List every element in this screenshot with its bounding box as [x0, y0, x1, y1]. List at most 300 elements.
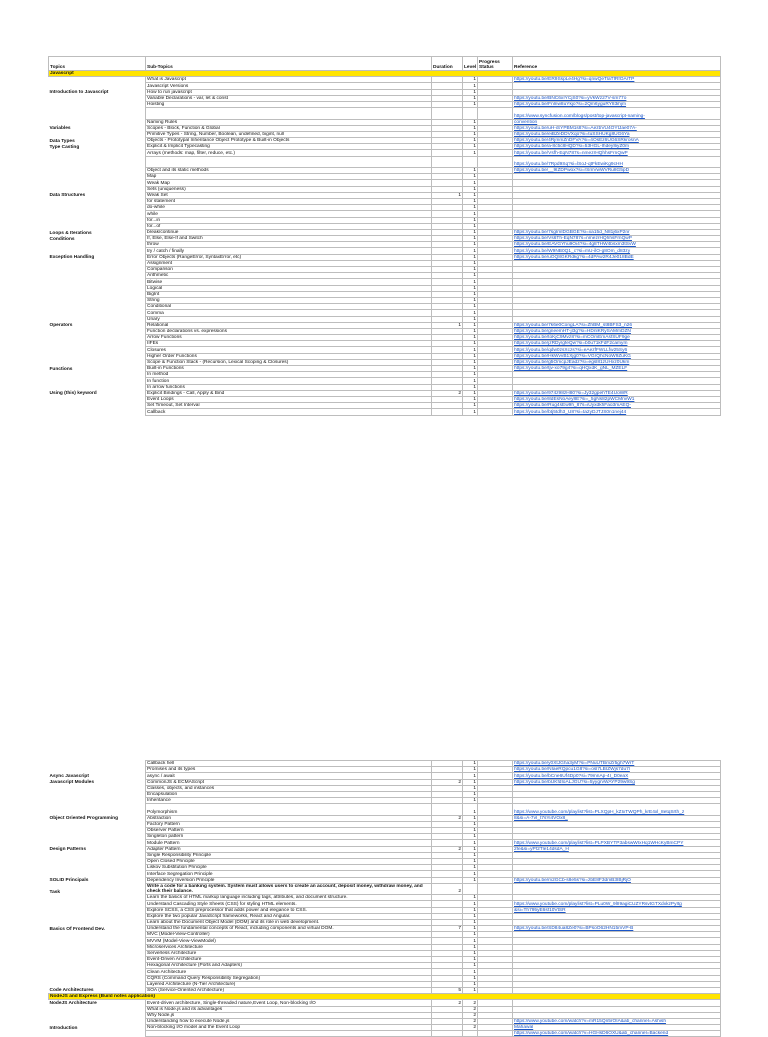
subtopic-cell: Comma [146, 310, 432, 316]
reference-link[interactable]: https://youtu.be/ER9SspLe4Hg?si=qnwQeTlaTfRfOArTP [513, 77, 721, 83]
reference-link[interactable]: https://youtu.be/uOQ8GKRdkg?si=4dPAw2R4Je018BdE [513, 254, 721, 260]
reference-link[interactable]: https://youtu.be/7sgImIDGBGE?si=xa15d_N81j6xP2nr [513, 229, 721, 235]
reference-link[interactable]: &si=Th795yE6sf10VtSR [513, 907, 721, 913]
subtopic-cell: MVVM (Model-View-ViewModel) [146, 938, 432, 944]
progress-cell [478, 883, 513, 894]
duration-cell [432, 1031, 463, 1037]
table-body-page-1 [49, 71, 721, 416]
level-cell: 2 [463, 1018, 478, 1024]
level-cell: 1 [463, 144, 478, 150]
level-cell: 1 [463, 186, 478, 192]
subtopic-cell: In function [146, 378, 432, 384]
reference-link[interactable]: https://youtu.be/gneemHT-jl3g?si=HDnlKRySAMmDZN [513, 328, 721, 334]
level-cell: 1 [463, 975, 478, 981]
subtopic-cell: Single Responsibility Principle [146, 852, 432, 858]
subtopic-cell: CommonJS & ECMAScript [146, 779, 432, 785]
table-row [49, 409, 721, 415]
subtopic-cell: Weak Set [146, 192, 432, 198]
reference-link[interactable]: https://www.youtube.com/watch?v=mR15Qn5rOIA&ab_channel=Ashish [513, 1018, 721, 1024]
subtopic-cell: Object and its static methods [146, 168, 432, 174]
level-cell: 1 [463, 198, 478, 204]
level-cell: 1 [463, 791, 478, 797]
topic-cell: Introduction to Javascript [49, 89, 146, 95]
level-cell: 1 [463, 285, 478, 291]
subtopic-cell: What is Javascript [146, 77, 432, 83]
subtopic-cell: MVC (Model-View-Controller) [146, 932, 432, 938]
topic-cell: Object Oriented Programming [49, 815, 146, 821]
subtopic-cell: In arrow functions [146, 384, 432, 390]
subtopic-cell: Relational [146, 322, 432, 328]
subtopic-cell: Set Timeout, Set Interval [146, 403, 432, 409]
reference-link[interactable]: https://youtu.be/4RjmmZnDFVA?si=4OsEz6UG6SRkrosnA [513, 138, 721, 144]
subtopic-cell: Scope & Function Stack - (Recursion, Lexical Scoping & Closures) [146, 359, 432, 365]
header-subtopics: Sub-Topics [146, 57, 432, 71]
level-cell [463, 883, 478, 894]
subtopic-cell: Logical [146, 285, 432, 291]
level-cell: 1 [463, 907, 478, 913]
sheet-page-1 [48, 56, 720, 416]
subtopic-cell: Write a code for a banking system. System must allows users to create an account, deposit money, withdraw money, and check their balance. [146, 883, 432, 894]
topic-cell: Task [49, 883, 146, 894]
header-row [49, 57, 721, 71]
level-cell: 1 [463, 932, 478, 938]
level-cell: 1 [463, 969, 478, 975]
topic-cell [49, 156, 146, 167]
level-cell: 1 [463, 390, 478, 396]
header-progress: Progress Status [478, 57, 513, 71]
level-cell: 1 [463, 273, 478, 279]
topic-cell: SOLID Principals [49, 877, 146, 883]
duration-cell [432, 804, 463, 815]
level-cell: 1 [463, 378, 478, 384]
reference-link[interactable]: https://youtu.be/uH-iSYPBM1s8?si=AezbVU4OYtJae07A- [513, 125, 721, 131]
level-cell: 1 [463, 242, 478, 248]
topic-cell: Exception Handling [49, 254, 146, 260]
level-cell: 1 [463, 865, 478, 871]
level-cell: 1 [463, 944, 478, 950]
header-duration: Duration [432, 57, 463, 71]
subtopic-cell: Built-in Functions [146, 366, 432, 372]
subtopic-cell: IIFEs [146, 341, 432, 347]
subtopic-cell: break/continue [146, 229, 432, 235]
reference-link[interactable]: https://youtu.be/974z98zH80?si=Jy32gpehTE4UoWR [513, 390, 721, 396]
subtopic-cell: Unary [146, 316, 432, 322]
subtopic-cell: Dependency Inversion Principle [146, 877, 432, 883]
subtopic-cell: If, Else, Else-If and Switch [146, 236, 432, 242]
subtopic-cell: Weak Map [146, 180, 432, 186]
level-cell: 1 [463, 938, 478, 944]
duration-cell: 2 [432, 883, 463, 894]
level-cell: 1 [463, 291, 478, 297]
reference-link[interactable]: https://www.youtube.com/playlist?list=PLPXBYTP3abswWIxHq1WHcKyBmCPY [513, 840, 721, 846]
subtopic-cell: Promises and its types [146, 767, 432, 773]
reference-link[interactable]: https://www.syncfusion.com/blogs/post/top-javascript-naming- [513, 108, 721, 119]
subtopic-cell: Naming Rules [146, 119, 432, 125]
level-cell: 1 [463, 101, 478, 107]
sheet-page-2 [48, 760, 720, 1037]
subtopic-cell: Arrow Functions [146, 335, 432, 341]
topic-cell: NodeJS Architecture [49, 1000, 146, 1006]
subtopic-cell: Variable Declarations - var, let & const [146, 95, 432, 101]
level-cell: 2 [463, 1012, 478, 1018]
subtopic-cell: Clean Architecture [146, 969, 432, 975]
topic-cell: Functions [49, 366, 146, 372]
subtopic-cell: Open Closed Principle [146, 859, 432, 865]
level-cell: 1 [463, 267, 478, 273]
subtopic-cell: Polymorphism [146, 804, 432, 815]
level-cell: 1 [463, 926, 478, 932]
topic-cell [49, 1031, 146, 1037]
level-cell: 1 [463, 297, 478, 303]
topic-cell: Loops & Iterations [49, 229, 146, 235]
roadmap-table-page-2 [48, 760, 721, 1037]
duration-cell: 2 [432, 779, 463, 785]
level-cell: 1 [463, 229, 478, 235]
progress-cell [478, 1031, 513, 1037]
subtopic-cell: Encapsulation [146, 791, 432, 797]
level-cell: 1 [463, 821, 478, 827]
level-cell: 1 [463, 347, 478, 353]
level-cell: 1 [463, 396, 478, 402]
subtopic-cell: for...in [146, 217, 432, 223]
level-cell: 1 [463, 328, 478, 334]
level-cell: 1 [463, 767, 478, 773]
subtopic-cell: Arithmetic [146, 273, 432, 279]
subtopic-cell: try / catch / finally [146, 248, 432, 254]
duration-cell [432, 108, 463, 119]
level-cell: 1 [463, 895, 478, 901]
subtopic-cell: Callback hell [146, 761, 432, 767]
subtopic-cell: Liskov Substitution Principle [146, 865, 432, 871]
subtopic-cell: Microservices Architecture [146, 944, 432, 950]
subtopic-cell: Classes, objects, and instances [146, 785, 432, 791]
level-cell: 1 [463, 913, 478, 919]
level-cell: 1 [463, 138, 478, 144]
level-cell [463, 156, 478, 167]
reference-link[interactable]: 8&si=A-7vI_t7sYi4VOx8_ [513, 815, 721, 821]
subtopic-cell: Learn the basics of HTML markup language including tags, attributes, and document structure. [146, 895, 432, 901]
topic-cell: Async Javascript [49, 773, 146, 779]
topic-cell: Conditions [49, 236, 146, 242]
level-cell: 1 [463, 125, 478, 131]
subtopic-cell: Scopes - Block, Function & Global [146, 125, 432, 131]
subtopic-cell: async / await [146, 773, 432, 779]
topic-cell: Introduction [49, 1025, 146, 1031]
subtopic-cell [146, 156, 432, 167]
level-cell: 1 [463, 254, 478, 260]
reference-link[interactable]: https://youtu.be/SD84ua8Ze0?si=BPsoO62HN15mVP-B [513, 926, 721, 932]
level-cell: 1 [463, 877, 478, 883]
level-cell: 1 [463, 761, 478, 767]
level-cell: 1 [463, 119, 478, 125]
level-cell: 1 [463, 131, 478, 137]
reference-link[interactable]: https://youtu.be/NIaeRQpcu1G8?si=osl7LBIZWjs7du7l [513, 767, 721, 773]
level-cell: 1 [463, 846, 478, 852]
level-cell: 1 [463, 981, 478, 987]
reference-link[interactable]: https://youtu.be/bCne6Uf4Dp0?si=79mnAp-4I_D0eaX [513, 773, 721, 779]
level-cell: 1 [463, 403, 478, 409]
reference-link[interactable]: Mahawal [513, 1025, 721, 1031]
reference-link [513, 883, 721, 894]
subtopic-cell: Non-blocking I/O model and the Event Loop [146, 1025, 432, 1031]
reference-link[interactable]: https://youtu.be/qdw0zsXczs?si=eAezfFWLLfw25Sy6 [513, 347, 721, 353]
level-cell: 1 [463, 963, 478, 969]
topic-cell: Javascript Modules [49, 779, 146, 785]
subtopic-cell: Explore the two popular JavaScript frameworks, React and Angular. [146, 913, 432, 919]
level-cell [463, 1031, 478, 1037]
subtopic-cell: Explore SCSS, a CSS preprocessor that adds power and elegance to CSS. [146, 907, 432, 913]
level-cell: 1 [463, 950, 478, 956]
subtopic-cell: Event-Driven Architecture [146, 957, 432, 963]
topic-cell: Data Structures [49, 192, 146, 198]
reference-link[interactable]: https://youtu.be/bUKfdIoALJGU?si=5yygrvWAYP29w9Sg [513, 779, 721, 785]
subtopic-cell: Layered Architecture (N-Tier Architecture) [146, 981, 432, 987]
level-cell: 1 [463, 384, 478, 390]
subtopic-cell: Comparison [146, 267, 432, 273]
level-cell: 1 [463, 260, 478, 266]
subtopic-cell: Closures [146, 347, 432, 353]
subtopic-cell: Learn about the Document Object Model (DOM) and its role in web development. [146, 919, 432, 925]
level-cell: 1 [463, 83, 478, 89]
level-cell: 1 [463, 919, 478, 925]
subtopic-cell: Factory Pattern [146, 821, 432, 827]
subtopic-cell: Explicit & Implicit Typecasting [146, 144, 432, 150]
level-cell: 1 [463, 773, 478, 779]
subtopic-cell: do-while [146, 205, 432, 211]
header-topics: Topics [49, 57, 146, 71]
section-title: Javascript [49, 71, 721, 77]
level-cell: 1 [463, 804, 478, 815]
level-cell: 1 [463, 192, 478, 198]
level-cell: 1 [463, 310, 478, 316]
level-cell: 1 [463, 279, 478, 285]
level-cell: 1 [463, 89, 478, 95]
level-cell: 1 [463, 815, 478, 821]
duration-cell [432, 156, 463, 167]
subtopic-cell: BigInt [146, 291, 432, 297]
progress-cell [478, 156, 513, 167]
subtopic-cell: Adapter Pattern [146, 846, 432, 852]
duration-cell: 1 [432, 322, 463, 328]
level-cell: 1 [463, 322, 478, 328]
duration-cell: 7 [432, 926, 463, 932]
subtopic-cell: Interface Segregation Principle [146, 871, 432, 877]
level-cell: 1 [463, 353, 478, 359]
subtopic-cell: Why Node.js [146, 1012, 432, 1018]
subtopic-cell: Hoisting [146, 101, 432, 107]
reference-link[interactable]: https://youtu.be/Vs6Th-EqN787s=nmezrHQhhsFrnQwP [513, 236, 721, 242]
duration-cell: 2 [432, 815, 463, 821]
subtopic-cell: Error Objects (RangeError, SyntaxError, etc) [146, 254, 432, 260]
subtopic-cell: Observer Pattern [146, 828, 432, 834]
level-cell: 1 [463, 77, 478, 83]
level-cell: 1 [463, 852, 478, 858]
table-row [49, 1031, 721, 1037]
table-row [49, 883, 721, 894]
subtopic-cell: Serverless Architecture [146, 950, 432, 956]
level-cell: 1 [463, 840, 478, 846]
table-row [49, 804, 721, 815]
reference-link[interactable]: 2fe&si=yPf2Tle14dsdA_H [513, 846, 721, 852]
reference-link[interactable]: convention [513, 119, 721, 125]
reference-link[interactable]: https://youtu.be/7k6e0CongLA?si=ZhBM_st8BFS3_n26 [513, 322, 721, 328]
level-cell: 1 [463, 871, 478, 877]
subtopic-cell: Event Loops [146, 396, 432, 402]
reference-link[interactable]: https://youtu.be/HkWvvB1Xjg0?si=VGrQhcNoW9ZuKG [513, 353, 721, 359]
subtopic-cell: Javascript Versions [146, 83, 432, 89]
topic-cell: Code Architectures [49, 987, 146, 993]
level-cell: 1 [463, 409, 478, 415]
subtopic-cell: In method [146, 372, 432, 378]
subtopic-cell [146, 1031, 432, 1037]
table-row [49, 156, 721, 167]
reference-link[interactable]: https://youtu.be/toKjC9Mvz8?si=mCOmEmAsfSUF9ge [513, 335, 721, 341]
subtopic-cell: Event-driven architecture, Single-threaded nature,Event Loop, Non-blocking I/O [146, 1000, 432, 1006]
subtopic-cell: Singleton pattern [146, 834, 432, 840]
reference-link[interactable]: https://youtu.be/BNC6xIYCjS0?si=yVkWz27V-sm77o [513, 95, 721, 101]
duration-cell [432, 409, 463, 415]
progress-cell [478, 804, 513, 815]
reference-link[interactable]: https://youtu.be/tjv-xo79g4?si=qHQxdK_gNL_MZELF [513, 366, 721, 372]
level-cell: 1 [463, 316, 478, 322]
header-level: Level [463, 57, 478, 71]
duration-cell: 5 [432, 987, 463, 993]
reference-link[interactable]: https://youtu.be/Vsfh-EqN787s=nmezrHQhhsFrnQwP [513, 150, 721, 156]
level-cell: 1 [463, 957, 478, 963]
subtopic-cell: How to run javascript [146, 89, 432, 95]
header-reference: Reference [513, 57, 721, 71]
subtopic-cell: for...of [146, 223, 432, 229]
subtopic-cell: while [146, 211, 432, 217]
table-row [49, 108, 721, 119]
level-cell: 1 [463, 304, 478, 310]
duration-cell: 2 [432, 1000, 463, 1006]
progress-cell [478, 409, 513, 415]
level-cell: 1 [463, 236, 478, 242]
subtopic-cell: What is Node.js and its advantages [146, 1006, 432, 1012]
subtopic-cell: Assignment [146, 260, 432, 266]
topic-cell: Type Casting [49, 144, 146, 150]
topic-cell: Variables [49, 125, 146, 131]
subtopic-cell: Primitive Types - String, Number, Boolean, undefined, bigint, null [146, 131, 432, 137]
level-cell: 1 [463, 366, 478, 372]
reference-link[interactable]: https://youtu.be/Fnlnw8uYkjo?si=2Qm6yguRY83ihjm [513, 101, 721, 107]
level-cell: 1 [463, 987, 478, 993]
subtopic-cell: Sets (uniqueness) [146, 186, 432, 192]
level-cell [463, 108, 478, 119]
subtopic-cell: Conditional [146, 304, 432, 310]
subtopic-cell: CQRS (Command Query Responsibility Segregation) [146, 975, 432, 981]
subtopic-cell: Hexagonal Architecture (Ports and Adapters) [146, 963, 432, 969]
reference-link[interactable]: https://youtu.be/g5OmcpJEadz?si=egsl81zUHxz0Ukm [513, 359, 721, 365]
subtopic-cell: SOA (Service-Oriented Architecture) [146, 987, 432, 993]
reference-link[interactable]: https://www.youtube.com/playlist?list=PLu0W_9lII9agiCUZYRsvtGTXdxkzPyItg [513, 901, 721, 907]
level-cell: 1 [463, 223, 478, 229]
section-title: NodeJS and Express (Build notes application) [49, 994, 721, 1000]
reference-link[interactable]: https://www.youtube.com/watch?v=HGHsD6OXU&ab_channel=Backend [513, 1031, 721, 1037]
reference-link[interactable]: https://youtu.be/W9NB0Q1_c?si=mU-ilO-g8Om_d83zy [513, 248, 721, 254]
level-cell: 1 [463, 828, 478, 834]
subtopic-cell: Bitwise [146, 279, 432, 285]
subtopic-cell: Understanding how to execute Node.js [146, 1018, 432, 1024]
topic-cell: Data Types [49, 138, 146, 144]
table-body-page-2 [49, 761, 721, 1037]
subtopic-cell: Arrays (methods: map, filter, reduce, etc.) [146, 150, 432, 156]
level-cell: 1 [463, 168, 478, 174]
level-cell: 1 [463, 205, 478, 211]
level-cell: 1 [463, 95, 478, 101]
duration-cell: 2 [432, 390, 463, 396]
level-cell: 1 [463, 372, 478, 378]
level-cell: 1 [463, 211, 478, 217]
level-cell: 1 [463, 248, 478, 254]
topic-cell [49, 804, 146, 815]
reference-link[interactable]: https://www.youtube.com/playlist?list=PLXQpH_kZIxTWQPh_krE4xl_8etqSrth_z [513, 804, 721, 815]
reference-link[interactable]: https://youtu.be/8dEsNoAey8E?si=_5gNs82pWCMnvW1 [513, 396, 721, 402]
topic-cell: Operators [49, 322, 146, 328]
reference-link[interactable]: https://youtu.be/jzRDy/gfeQw?si=b0u71kFdF2camym [513, 341, 721, 347]
subtopic-cell: Explicit Bindings - Call, Apply & Bind [146, 390, 432, 396]
subtopic-cell: String [146, 297, 432, 303]
duration-cell: 2 [432, 846, 463, 852]
level-cell: 1 [463, 180, 478, 186]
progress-cell [478, 108, 513, 119]
level-cell: 1 [463, 779, 478, 785]
level-cell: 1 [463, 798, 478, 804]
topic-cell: Basics Of Frontend Dev. [49, 926, 146, 932]
reference-link[interactable]: https://youtu.be/a-8c5c8HQD?si=53HGL-Ihdey8iyZ0m [513, 144, 721, 150]
level-cell: 1 [463, 150, 478, 156]
reference-link[interactable]: https://youtu.be/y0XtJGha3yM?si=PNuUTBmZr5gh7WrT [513, 761, 721, 767]
level-cell: 1 [463, 335, 478, 341]
reference-link[interactable]: https://youtu.be/m2GCb-s8e5s?si=zbE8F3dmB3IBjRjO [513, 877, 721, 883]
level-cell: 1 [463, 901, 478, 907]
level-cell: 1 [463, 341, 478, 347]
subtopic-cell: Function declarations vs. expressions [146, 328, 432, 334]
topic-cell: Design Patterns [49, 846, 146, 852]
topic-cell [49, 409, 146, 415]
subtopic-cell: Abstraction [146, 815, 432, 821]
reference-link[interactable]: https://youtu.be/Rug4sEw9h_87s=iUyxdkhFao3mAEQ- [513, 403, 721, 409]
level-cell: 1 [463, 174, 478, 180]
duration-cell: 1 [432, 192, 463, 198]
reference-link[interactable]: https://youtu.be/EAVGYhu9Oi4?si=4g8THW4bsxm3tSvW [513, 242, 721, 248]
level-cell: 2 [463, 1025, 478, 1031]
roadmap-table-page-1 [48, 56, 721, 416]
reference-link[interactable]: https://youtu.be/eiBZeDDVXqo?si=tuSSHUKg8UG6Ya [513, 131, 721, 137]
level-cell: 1 [463, 834, 478, 840]
subtopic-cell: Map [146, 174, 432, 180]
level-cell: 2 [463, 1006, 478, 1012]
reference-link[interactable]: https://youtu.be/7Rpd9Sq?si=lSoJ-qtFkEwiKg9cHH [513, 156, 721, 167]
subtopic-cell: Callback [146, 409, 432, 415]
subtopic-cell: Understand the fundamental concepts of React, including components and virtual DOM. [146, 926, 432, 932]
reference-link[interactable]: https://youtu.be/btj5tdh3_U8?si=ta2yDJTJS0n1nej44 [513, 409, 721, 415]
subtopic-cell: Understand Cascading Style Sheets (CSS) for styling HTML elements. [146, 901, 432, 907]
subtopic-cell [146, 108, 432, 119]
reference-link[interactable]: https://youtu.be/__9IZDPwox?si=rSmVwWVRu8G5pD [513, 168, 721, 174]
level-cell: 1 [463, 359, 478, 365]
topic-cell [49, 108, 146, 119]
subtopic-cell: for statement [146, 198, 432, 204]
topic-cell: Using (this) keyword [49, 390, 146, 396]
subtopic-cell: Objects - Prototypal Inheritance Object Prototype & Built-in Objects [146, 138, 432, 144]
subtopic-cell: Higher Order Functions [146, 353, 432, 359]
level-cell: 2 [463, 1000, 478, 1006]
level-cell: 1 [463, 217, 478, 223]
level-cell: 1 [463, 859, 478, 865]
subtopic-cell: Inheritance [146, 798, 432, 804]
